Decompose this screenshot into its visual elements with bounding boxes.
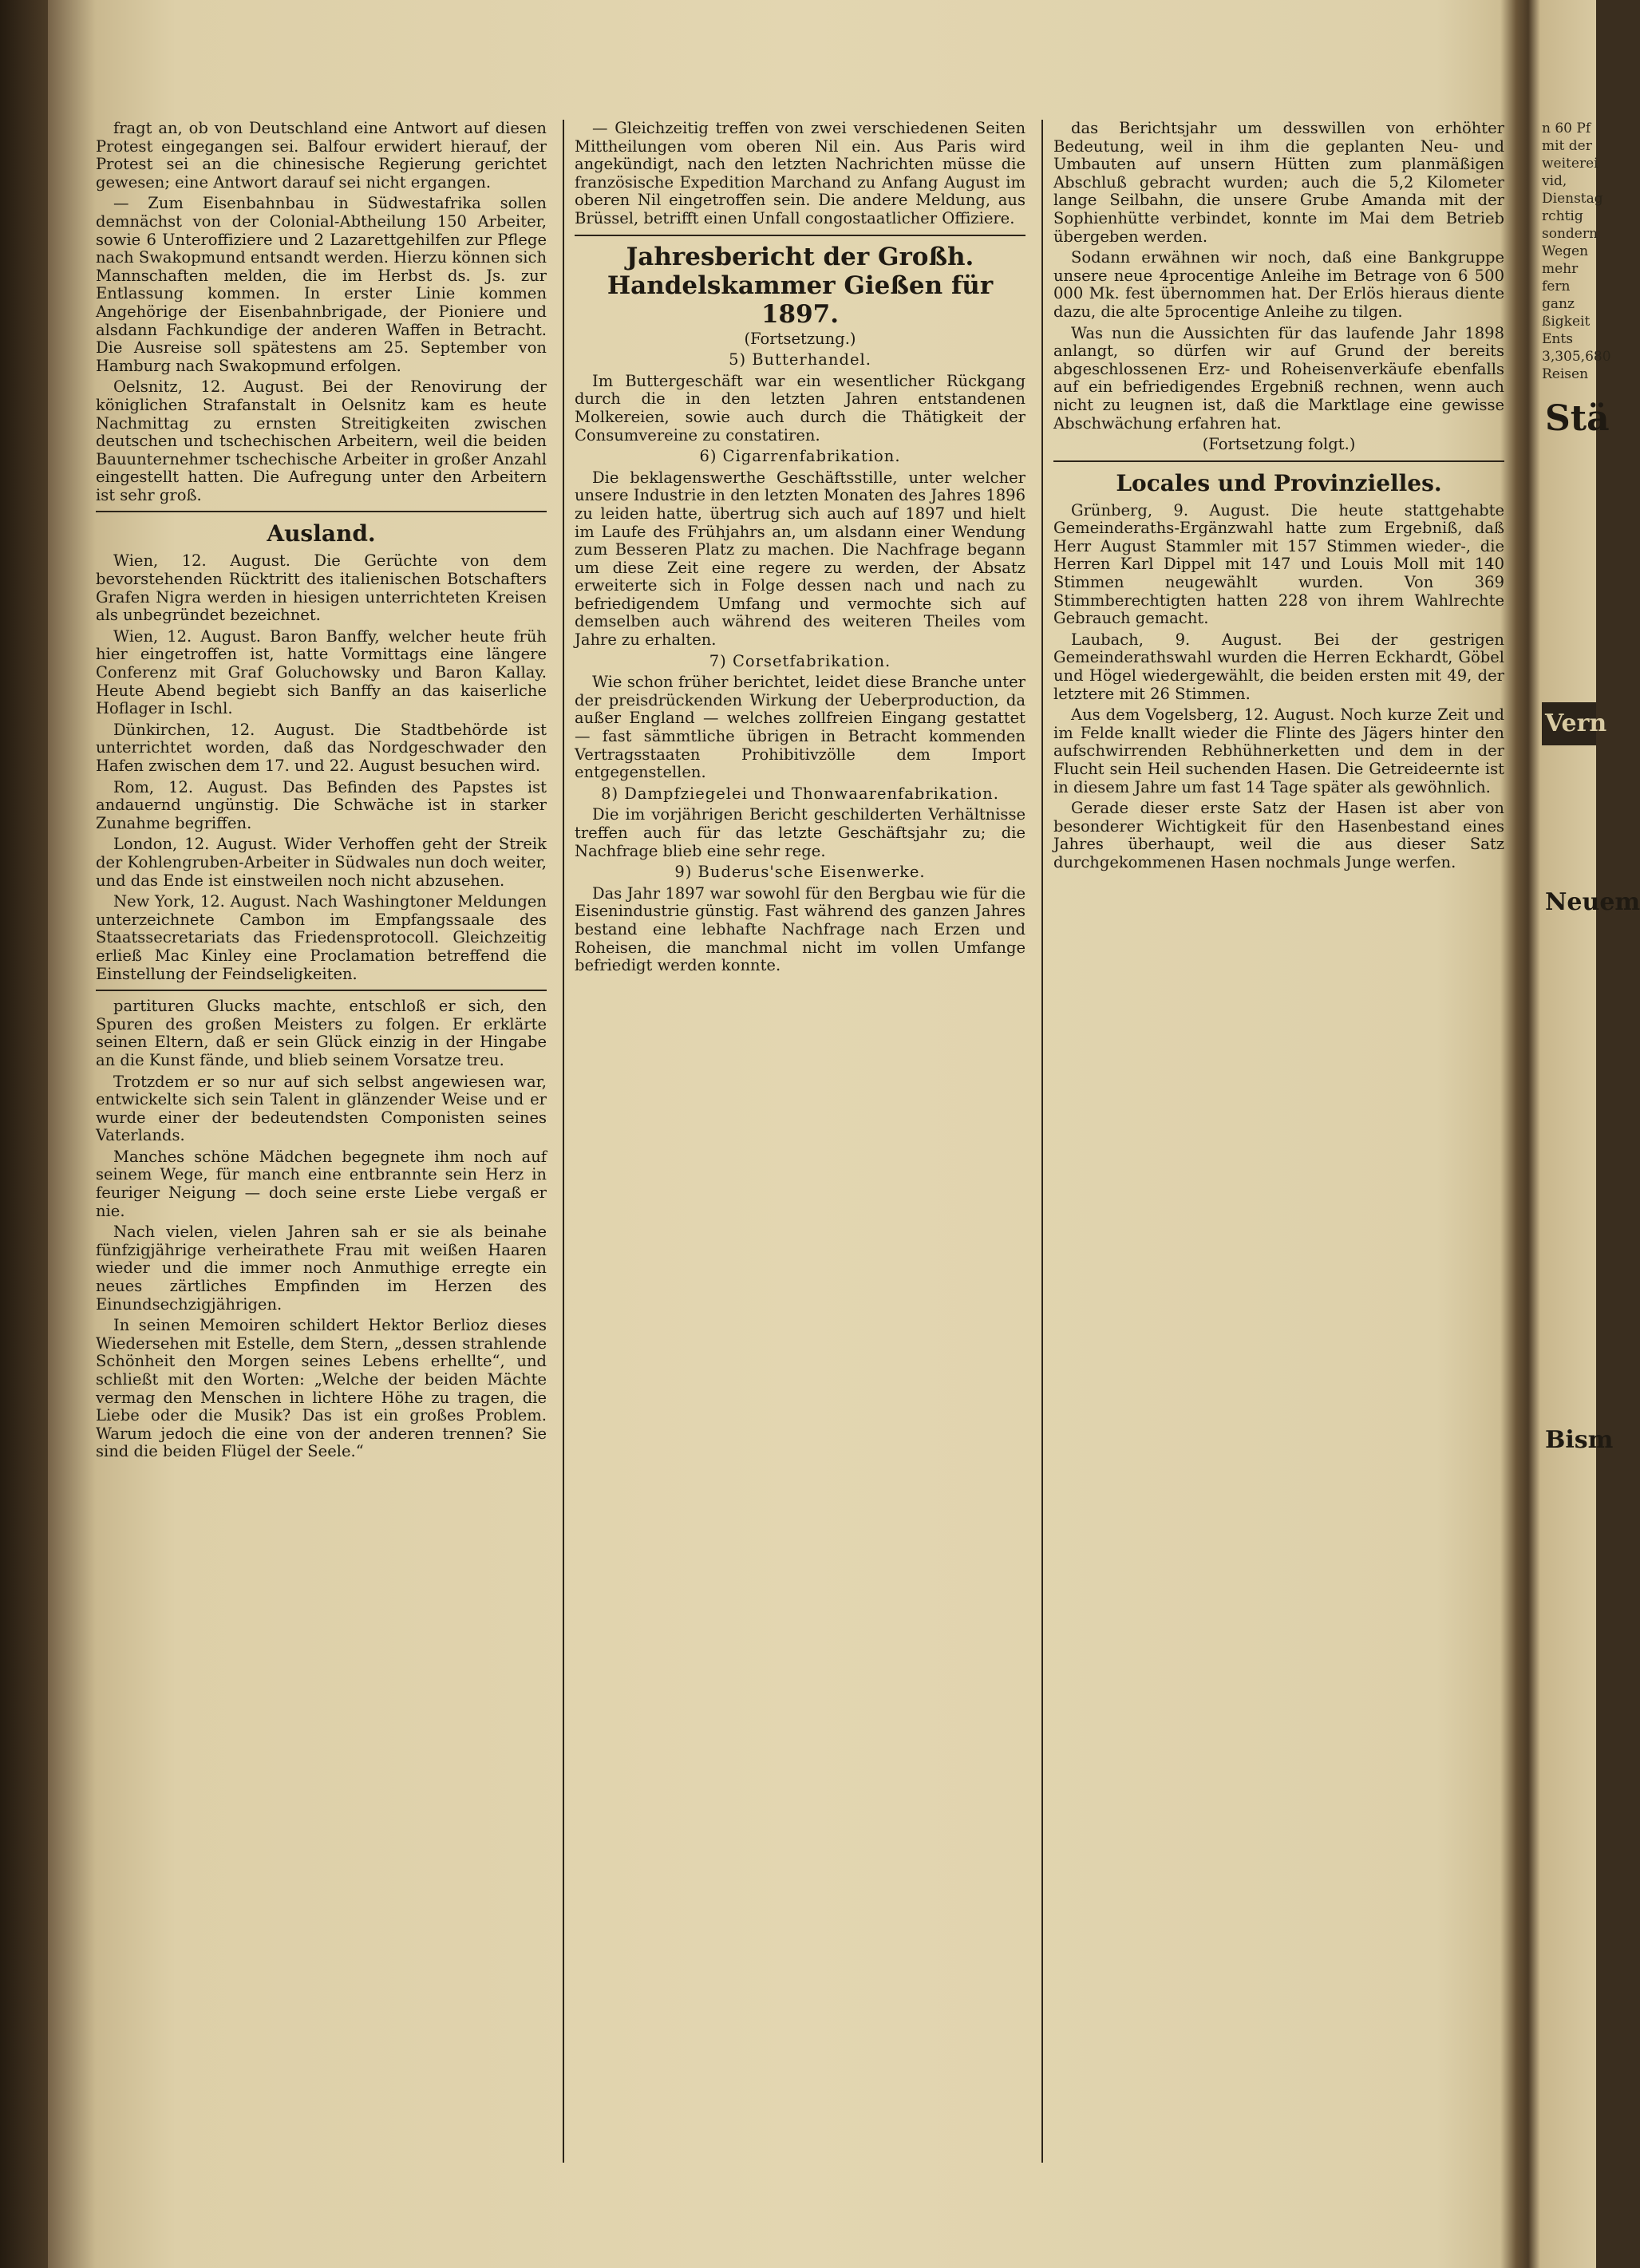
column-rule bbox=[1041, 120, 1043, 2163]
paragraph: Wie schon früher berichtet, leidet diese Branche unter der preisdrückenden Wirkung der Ueberproduction, da außer England — welches zollfreien Eingang gestattet — fast sämmtliche übrigen in Betracht kommenden Vertragsstaaten Prohibitivzölle dem Import entgegenstellen. bbox=[575, 673, 1025, 782]
strip-line: Ents bbox=[1542, 331, 1573, 347]
strip-heading: Neuem bbox=[1545, 888, 1640, 916]
subsection-heading: 6) Cigarrenfabrikation. bbox=[699, 447, 901, 466]
paragraph: Trotzdem er so nur auf sich selbst angewiesen war, entwickelte sich sein Talent in glänzender Weise und er wurde einer der bedeutendsten Componisten seines Vaterlands. bbox=[96, 1072, 547, 1145]
paragraph: Laubach, 9. August. Bei der gestrigen Gemeinderathswahl wurden die Herren Eckhardt, Göbel und Högel wiedergewählt, die beiden ersten mit 49, der letztere mit 26 Stimmen. bbox=[1053, 630, 1504, 703]
book-binding-edge bbox=[0, 0, 48, 2268]
strip-line: sondern bbox=[1542, 226, 1598, 242]
strip-line: Reisen bbox=[1542, 366, 1589, 382]
adjacent-page-strip bbox=[1542, 120, 1640, 2115]
strip-line: ßigkeit bbox=[1542, 314, 1591, 330]
paragraph: Das Jahr 1897 war sowohl für den Bergbau wie für die Eisenindustrie günstig. Fast während des ganzen Jahres bestand eine lebhafte Nachfrage nach Erzen und Roheisen, die manchmal nicht im vollen Umfange befriedigt werden konnte. bbox=[575, 883, 1025, 975]
paragraph: Sodann erwähnen wir noch, daß eine Bankgruppe unsere neue 4procentige Anleihe im Betrage von 6 500 000 Mk. fest übernommen hat. Der Erlös hieraus diente dazu, die alte 5procentige Anleihe zu tilgen. bbox=[1053, 248, 1504, 321]
subsection-heading: 7) Corsetfabrikation. bbox=[709, 651, 891, 670]
divider bbox=[96, 511, 547, 512]
divider bbox=[575, 235, 1025, 236]
strip-line: vid, bbox=[1542, 173, 1567, 189]
column-left bbox=[96, 120, 547, 2187]
paragraph: New York, 12. August. Nach Washingtoner Meldungen unterzeichnete Cambon im Empfangssaale des Staatssecretariats das Friedensprotocoll. Gleichzeitig erließ Mac Kinley eine Proclamation betreffend die Einstellung der Feindseligkeiten. bbox=[96, 892, 547, 983]
paragraph: fragt an, ob von Deutschland eine Antwort auf diesen Protest eingegangen sei. Balfour erwidert hierauf, der Protest sei an die chinesische Regierung gerichtet gewesen; eine Antwort darauf sei nicht ergangen. bbox=[96, 119, 547, 192]
divider bbox=[1053, 460, 1504, 462]
paragraph: Rom, 12. August. Das Befinden des Papstes ist andauernd ungünstig. Die Schwäche ist in starker Zunahme begriffen. bbox=[96, 777, 547, 832]
strip-line: mehr bbox=[1542, 261, 1579, 277]
paragraph: Gerade dieser erste Satz der Hasen ist aber von besonderer Wichtigkeit für den Hasenbestand eines Jahres überhaupt, weil die aus dieser Satz durchgekommenen Hasen nochmals Junge werfen. bbox=[1053, 799, 1504, 871]
strip-line: fern bbox=[1542, 279, 1571, 294]
paragraph: Im Buttergeschäft war ein wesentlicher Rückgang durch die in den letzten Jahren entstandenen Molkereien, sowie auch durch die Thätigkeit der Consumvereine zu constatiren. bbox=[575, 371, 1025, 445]
strip-line: mit der bbox=[1542, 138, 1592, 154]
paragraph: — Zum Eisenbahnbau in Südwestafrika sollen demnächst von der Colonial-Abtheilung 150 Arbeiter, sowie 6 Unteroffiziere und 2 Lazarettgehilfen zur Pflege nach Swakopmund entsandt werden. Hierzu können sich Mannschaften melden, die im Herbst ds. Js. zur Entlassung kommen. In erster Linie kommen Angehörige der Eisenbahnbrigade, der Pioniere und alsdann Fachkundige der anderen Waffen in Betracht. Die Ausreise soll spätestens am 25. September von Hamburg nach Swakopmund erfolgen. bbox=[96, 194, 547, 375]
paragraph: das Berichtsjahr um desswillen von erhöhter Bedeutung, weil in ihm die geplanten Neu- und Umbauten auf unsern Hütten zum planmäßigen Abschluß gebracht wurden; auch die 5,2 Kilometer lange Seilbahn, die unsere Grube Amanda mit der Sophienhütte verbindet, konnte im Mai dem Betrieb übergeben werden. bbox=[1053, 119, 1504, 246]
strip-line: rchtig bbox=[1542, 208, 1583, 224]
strip-banner: Vern bbox=[1542, 702, 1596, 745]
column-middle bbox=[575, 120, 1025, 2187]
paragraph: Grünberg, 9. August. Die heute stattgehabte Gemeinderaths-Ergänzwahl hatte zum Ergebniß, daß Herr August Stammler mit 157 Stimmen wieder-, die Herren Karl Dippel mit 147 und Louis Moll mit 140 Stimmen neugewählt wurden. Von 369 Stimmberechtigten hatten 228 von ihrem Wahlrechte Gebrauch gemacht. bbox=[1053, 500, 1504, 628]
section-heading-locales: Locales und Provinzielles. bbox=[1116, 469, 1442, 496]
strip-line: ganz bbox=[1542, 296, 1575, 312]
paragraph: partituren Glucks machte, entschloß er sich, den Spuren des großen Meisters zu folgen. Er erklärte seinen Eltern, daß er sein Glück einzig in der Hingabe an die Kunst fände, und blieb seinem Vorsatze treu. bbox=[96, 997, 547, 1069]
strip-heading: Bism bbox=[1545, 1426, 1614, 1454]
paragraph: Wien, 12. August. Die Gerüchte von dem bevorstehenden Rücktritt des italienischen Botschafters Grafen Nigra werden in hiesigen unterrichteten Kreisen als unbegründet bezeichnet. bbox=[96, 551, 547, 625]
strip-line: Wegen bbox=[1542, 243, 1589, 259]
paragraph: In seinen Memoiren schildert Hektor Berlioz dieses Wiedersehen mit Estelle, dem Stern, „dessen strahlende Schönheit den Morgen seines Lebens erhellte“, und schließt mit den Worten: „Welche der beiden Mächte vermag den Menschen in lichtere Höhe zu tragen, die Liebe oder die Musik? Das ist ein großes Problem. Warum jedoch die eine von der anderen trennen? Sie sind die beiden Flügel der Seele.“ bbox=[96, 1316, 547, 1461]
report-subtitle: (Fortsetzung.) bbox=[744, 329, 856, 348]
paragraph: Dünkirchen, 12. August. Die Stadtbehörde ist unterrichtet worden, daß das Nordgeschwader den Hafen zwischen dem 17. und 22. August besuchen wird. bbox=[96, 720, 547, 775]
divider bbox=[96, 990, 547, 991]
strip-line: weiterei bbox=[1542, 156, 1599, 172]
subsection-heading: 8) Dampfziegelei und Thonwaarenfabrikation. bbox=[601, 784, 999, 803]
paragraph: London, 12. August. Wider Verhoffen geht der Streik der Kohlengruben-Arbeiter in Südwales nun doch weiter, und das Ende ist einstweilen noch nicht abzusehen. bbox=[96, 835, 547, 890]
paragraph: Aus dem Vogelsberg, 12. August. Noch kurze Zeit und im Felde knallt wieder die Flinte des Jägers hinter den aufschwirrenden Rebhühnerketten und dem in der Flucht sein Heil suchenden Hasen. Die Getreideernte ist in diesem Jahre um fast 14 Tage später als gewöhnlich. bbox=[1053, 705, 1504, 796]
paragraph: Oelsnitz, 12. August. Bei der Renovirung der königlichen Strafanstalt in Oelsnitz kam es heute Nachmittag zu ernsten Streitigkeiten zwischen deutschen und tschechischen Arbeitern, weil die beiden Bauunternehmer tschechische Arbeiter in großer Anzahl eingestellt hatten. Die Aufregung unter den Arbeitern ist sehr groß. bbox=[96, 377, 547, 504]
paragraph: Wien, 12. August. Baron Banffy, welcher heute früh hier eingetroffen ist, hatte Vormittags eine längere Conferenz mit Graf Goluchowsky und Baron Kallay. Heute Abend begiebt sich Banffy an das kaiserliche Hoflager in Ischl. bbox=[96, 626, 547, 718]
column-right bbox=[1053, 120, 1504, 2187]
paragraph: Die im vorjährigen Bericht geschilderten Verhältnisse treffen auch für das letzte Geschäftsjahr zu; die Nachfrage blieb eine sehr rege. bbox=[575, 805, 1025, 860]
paragraph: Die beklagenswerthe Geschäftsstille, unter welcher unsere Industrie in den letzten Monaten des Jahres 1896 zu leiden hatte, übertrug sich auch auf 1897 und hielt im Laufe des Frühjahrs an, um alsdann einer Wendung zum Besseren Platz zu machen. Die Nachfrage begann um diese Zeit eine regere zu werden, der Absatz erweiterte sich in Folge dessen nach und nach zu befriedigendem Umfang und vermochte sich auf demselben auch während des weiteren Theiles vom Jahre zu erhalten. bbox=[575, 468, 1025, 650]
strip-line: Dienstag bbox=[1542, 191, 1603, 207]
subsection-heading: 5) Butterhandel. bbox=[729, 350, 871, 369]
strip-line: 3,305,680 bbox=[1542, 349, 1611, 365]
report-title: Jahresbericht der Großh. Handelskammer Gießen für 1897. bbox=[607, 242, 994, 329]
strip-heading: Stä bbox=[1545, 398, 1610, 439]
paragraph: Was nun die Aussichten für das laufende Jahr 1898 anlangt, so dürfen wir auf Grund der bereits abgeschlossenen Erz- und Roheisenverkäufe ebenfalls auf ein befriedigendes Ergebniß rechnen, wenn auch nicht zu leugnen ist, daß die Marktlage eine gewisse Abschwächung erfahren hat. bbox=[1053, 323, 1504, 433]
continuation-note: (Fortsetzung folgt.) bbox=[1202, 435, 1356, 454]
strip-line: n 60 Pf bbox=[1542, 121, 1591, 136]
paragraph: Manches schöne Mädchen begegnete ihm noch auf seinem Wege, für manch eine entbrannte sein Herz in feuriger Neigung — doch seine erste Liebe vergaß er nie. bbox=[96, 1147, 547, 1220]
paragraph: Nach vielen, vielen Jahren sah er sie als beinahe fünfzigjährige verheirathete Frau mit weißen Haaren wieder und die immer noch Anmuthige erregte ein neues zärtliches Empfinden im Herzen des Einundsechzigjährigen. bbox=[96, 1223, 547, 1314]
subsection-heading: 9) Buderus'sche Eisenwerke. bbox=[674, 863, 926, 882]
column-rule bbox=[563, 120, 564, 2163]
section-heading-ausland: Ausland. bbox=[267, 520, 376, 547]
paragraph: — Gleichzeitig treffen von zwei verschiedenen Seiten Mittheilungen vom oberen Nil ein. Aus Paris wird angekündigt, nach den letzten Nachrichten müsse die französische Expedition Marchand zu Anfang August im oberen Nil eingetroffen sein. Die andere Meldung, aus Brüssel, betrifft einen Unfall congostaatlicher Offiziere. bbox=[575, 119, 1025, 227]
newspaper-page bbox=[96, 120, 1508, 2187]
